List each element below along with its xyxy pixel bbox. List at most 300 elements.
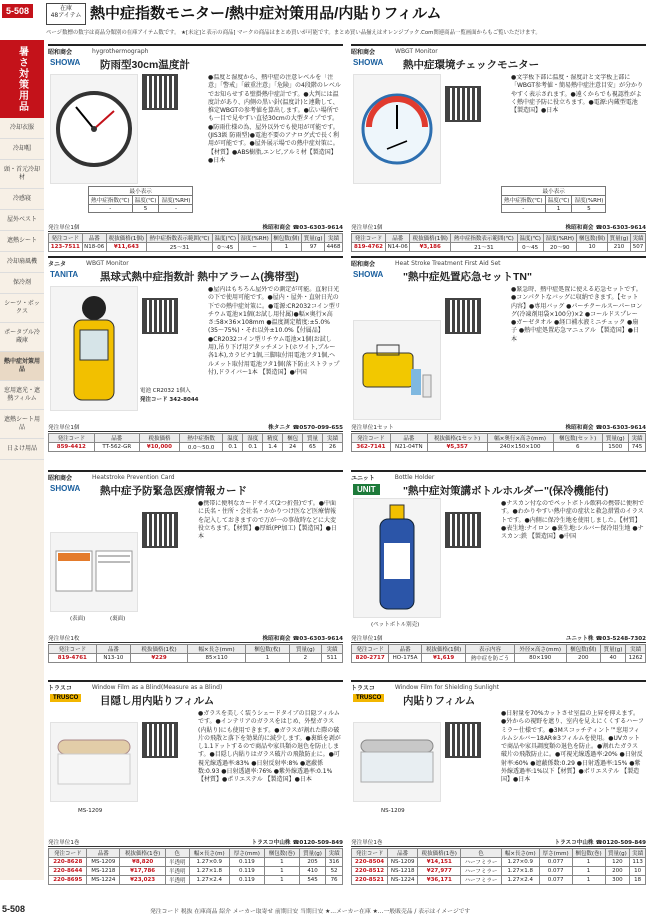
table-row[interactable]	[352, 243, 646, 252]
product-description: ●日射量を70%カットさせ室温の上昇を抑えます。●外からの視野を遮り、室内を見えにくくするハーフミラー仕様です。●3Mスコッチティント™窓用フィルムシルバー18AR※3フィルムを使用。●UVカットで商品や家具調度類の退色を防止。●割れたガラス破片の飛散防止に。●可視光線透過率:20% ●日射反射率:60% ●遮蔽係数:0.29 ●日射透過率:15% ●紫外線透過率:1%以下【材質】●ポリエステル 【製造国】●日本	[501, 710, 644, 784]
sidebar-item[interactable]: 冷却帽	[0, 139, 44, 160]
spec-header: 湿度(%RH)	[572, 196, 606, 205]
table-row[interactable]	[49, 654, 343, 663]
table-row[interactable]	[352, 867, 646, 876]
maker-phone: 株昭和商会 ☎03-6303-9614	[565, 425, 646, 431]
product-en-name: WBGT Monitor	[86, 259, 129, 267]
info-card-icon	[54, 547, 134, 597]
price: ¥14,151	[418, 858, 461, 867]
film-roll-icon	[54, 732, 134, 792]
product-en-name: Window Film for Shielding Sunlight	[394, 683, 499, 691]
sidebar-item[interactable]: 日よけ用品	[0, 439, 44, 460]
page-header	[0, 0, 650, 36]
cell: 97	[302, 243, 325, 252]
qr-code-icon[interactable]	[142, 298, 178, 334]
spec-table	[351, 233, 646, 252]
col-header: 税抜価格(1巻)	[418, 849, 461, 858]
cell: 745	[628, 443, 645, 452]
round-thermometer-icon	[54, 89, 134, 169]
price: ¥3,186	[410, 243, 451, 252]
product-image-wbgt	[353, 74, 441, 184]
price: ¥1,619	[421, 654, 466, 663]
order-unit: 発注単位1巻	[48, 840, 80, 846]
col-header: 温度(℃)	[212, 234, 238, 243]
col-header: 税抜価格(1枚)	[131, 645, 188, 654]
maker-phone: トラスコ中山株 ☎0120-509-849	[251, 840, 343, 846]
order-bar	[351, 423, 646, 432]
col-header: 質量	[303, 434, 323, 443]
order-bar	[351, 223, 646, 232]
order-unit: 発注単位1個	[48, 425, 80, 431]
col-header: 質量(g)	[600, 645, 625, 654]
qr-code-icon[interactable]	[142, 722, 178, 758]
col-header: 品番	[94, 434, 139, 443]
product-image-mirror-film	[353, 722, 441, 802]
order-code[interactable]: 220-8521	[352, 876, 388, 885]
cell: 0〜45	[212, 243, 238, 252]
col-header: 税抜価格(1個)	[421, 645, 466, 654]
brand-logo: UNIT	[353, 484, 380, 495]
col-header: 質量(g)	[299, 849, 325, 858]
brand-logo: SHOWA	[353, 270, 384, 279]
col-header: 梱包数(巻)	[264, 849, 299, 858]
cell: 0.0〜50.0	[179, 443, 222, 452]
col-header: 温度	[223, 434, 243, 443]
col-header: 発注コード	[352, 849, 388, 858]
col-header: 質量(g)	[602, 434, 628, 443]
table-row[interactable]	[352, 858, 646, 867]
cell: 熱中症を防ごう	[466, 654, 514, 663]
sidebar	[0, 40, 44, 880]
col-header: 実績	[323, 434, 343, 443]
cell: 0〜45	[517, 243, 543, 252]
spec-header: 湿度(%RH)	[159, 196, 193, 205]
cell: 0.119	[230, 858, 265, 867]
cell: 545	[299, 876, 325, 885]
spec-header: 熱中症指数(℃)	[89, 196, 133, 205]
product-en-name: Heatstroke Prevention Card	[92, 473, 175, 481]
col-header: 発注コード	[49, 234, 83, 243]
cell: 507	[631, 243, 646, 252]
order-unit: 発注単位1個	[48, 225, 80, 231]
product-description: ●屋内はもちろん屋外での測定が可能。直射日光の下で使用可能です。●屋内・屋外・直射日光の下での熱中症対策に。●電源:CR2032コイン型リチウム電池×1個(お試し用付属)●幅×奥行×高さ:58×36×108mm ●温度測定精度:±5.0%(35〜75%)・それ以外±10.0%【付属品】●CR2032コイン型リチウム電池×1個(お試し用),吊り下げ用アタッチメント(ホワイト,ブルー各1本),カラビナ1個,三脚取付用電池フタ1個,ヘルメット取付用電池フタ1個(落下防止ストラップ付),ドライバー1本 【製造国】●中国	[208, 286, 341, 376]
first-aid-bag-icon	[357, 335, 437, 405]
table-row[interactable]	[49, 876, 343, 885]
order-bar	[48, 223, 343, 232]
col-header: 熱中症指数表示範囲(℃)	[451, 234, 518, 243]
col-header: 幅×長さ(mm)	[187, 645, 245, 654]
product-image-bottle	[353, 498, 441, 618]
product-description: ●文字板下部に温度・湿度計と文字板上部に「WBGT参考値・簡易熱中症注意目安」が分かりやすく表示されます。●遠くからでも視認性がよく熱中症予防に役立ちます。●電源:内蔵型電池 【製造国】●日本	[511, 74, 644, 115]
order-unit: 発注単位1個	[351, 225, 383, 231]
sidebar-item[interactable]: ポータブル冷蔵庫	[0, 323, 44, 352]
cell: 200	[566, 654, 600, 663]
cell: 52	[326, 867, 343, 876]
wbgt-dial-icon	[357, 89, 437, 169]
col-header: 熱中症指数	[179, 434, 222, 443]
price: ¥23,023	[120, 876, 166, 885]
cell: 80×190	[514, 654, 566, 663]
cell: 316	[326, 858, 343, 867]
cell: NS-1209	[388, 858, 418, 867]
col-header: 質量(g)	[289, 645, 321, 654]
cell: 1	[264, 867, 299, 876]
spec-table	[48, 433, 343, 452]
brand-name: トラスコ	[48, 684, 72, 692]
brand-name: ユニット	[351, 474, 375, 482]
product-image-thermometer	[50, 74, 138, 184]
product-card-info-card	[48, 470, 343, 632]
price: ¥229	[131, 654, 188, 663]
spec-value: -	[159, 205, 193, 213]
order-code[interactable]: 859-4412	[49, 443, 95, 452]
cell: 85×110	[187, 654, 245, 663]
col-header: 発注コード	[49, 434, 95, 443]
order-code[interactable]: 123-7511	[49, 243, 83, 252]
brand-logo: TANITA	[50, 270, 79, 279]
sidebar-category: 暑さ対策用品	[0, 40, 44, 118]
col-header: 品番	[389, 645, 421, 654]
qr-code-icon[interactable]	[445, 298, 481, 334]
cell: TT-562-GR	[94, 443, 139, 452]
spec-table	[48, 233, 343, 252]
cell: 21〜31	[451, 243, 518, 252]
image-caption-front: (表面)	[70, 616, 86, 622]
spec-table	[351, 848, 646, 885]
maker-phone: 株昭和商会 ☎03-6303-9614	[262, 636, 343, 642]
col-header: 税抜価格	[139, 434, 179, 443]
cell: 1.27×1.8	[501, 867, 539, 876]
spec-header: 温度(℃)	[132, 196, 159, 205]
battery-order-code[interactable]: 発注コード 342-8044	[140, 397, 199, 403]
qr-code-icon[interactable]	[142, 512, 178, 548]
page-title: 熱中症指数モニター/熱中症対策用品/内貼りフィルム	[90, 5, 442, 22]
product-en-name: Heat Stroke Treatment First Aid Set	[395, 259, 501, 267]
col-header: 色	[166, 849, 189, 858]
cell: 18	[630, 876, 646, 885]
product-image-film-roll	[50, 722, 138, 802]
maker-phone: トラスコ中山株 ☎0120-509-849	[554, 840, 646, 846]
page-number-badge: 5-508	[2, 4, 33, 18]
product-card-thermometer	[48, 44, 343, 222]
product-description: ●温度と湿度から、熱中症の注意レベルを「注意」「警戒」「厳重注意」「危険」の4段階のレベルでお知らせする壁掛熱中症計です。●大判には温度計があり、内側の黒い針(温度計)と連動して、推定WBGTの参考値を算出します。●広い場所でも一目で見やすい直径30cmの大型タイプです。●防雨仕様の為、屋外以外でも使用が可能です。(JIS3級 防雨型)●電池不要のアナログ式で長く利用が可能です。●屋外展示場での熱中症対策に。【材質】●ABS樹脂,エンビ,アルミ材【製造国】●日本	[208, 74, 341, 164]
qr-code-icon[interactable]	[445, 722, 481, 758]
spec-value: -	[89, 205, 133, 213]
cell: 0.1	[223, 443, 243, 452]
brand-logo: TRUSCO	[353, 694, 384, 702]
product-description: ●緊急時、熱中症処置に使える応急セットです。●コンパクトなバッグに収納できます。【セット内容】●専用バッグ ●パーチクールスーパーロング(冷凍剤用袋×100分)×2 ●コールドスプレー ●ガーゼタオル ●経口補水液ミニチェック ●扇子 ●熱中症処置応急マニュアル 【製造国】●日本	[511, 286, 643, 343]
col-header: 梱包数(巻)	[572, 849, 605, 858]
table-row[interactable]	[352, 654, 646, 663]
sidebar-item[interactable]: シーツ・ボックス	[0, 294, 44, 323]
cell: 0.077	[539, 858, 572, 867]
col-header: 実績	[326, 849, 343, 858]
col-header: 梱包数(枚)	[246, 645, 290, 654]
cell: 半透明	[166, 867, 189, 876]
battery-note: 電池 CR2032 1個入	[140, 388, 191, 394]
product-description: ●ガラスを美しく装うシェードタイプの目隠フィルムです。●インテリアのガラスをはじめ、外壁ガラス(内貼り)にも使用できます。●ガラスが割れた際の破片の飛散と落下を効果的に減少します。●裏紙を剥がし1.1ドットするので商品や家具類の退色を防止します。●目隠し内貼りはガラス破片の飛散防止に。●可視光線透過率:83% ●日射反射率:8% ●遮蔽係数:0.93 ●日射透過率:76% ●紫外線透過率:0.1%【材質】●ポリエステル 【製造国】●日本	[198, 710, 341, 784]
image-caption: NS-1209	[381, 808, 405, 814]
cell: 1.4	[263, 443, 283, 452]
col-header: 発注コード	[49, 849, 87, 858]
price: ¥11,643	[106, 243, 146, 252]
product-title: 黒球式熱中症指数計 熱中アラーム(携帯型)	[100, 271, 299, 283]
table-row[interactable]	[49, 243, 343, 252]
order-code[interactable]: 220-8628	[49, 858, 87, 867]
product-title: 防雨型30cm温度計	[100, 59, 190, 71]
cell: N13-10	[96, 654, 130, 663]
col-header: 精度	[263, 434, 283, 443]
spec-value: -	[502, 205, 546, 213]
col-header: 実績	[628, 434, 645, 443]
cell: 25〜31	[146, 243, 212, 252]
cell: MS-1224	[87, 876, 120, 885]
cell: 1262	[626, 654, 646, 663]
sidebar-item[interactable]: 冷却衣服	[0, 118, 44, 139]
price: ¥36,171	[418, 876, 461, 885]
cell: 1	[572, 876, 605, 885]
header-note: ページ数標の数字は商品分類別の在庫アイテム数です。 ★[未定]と表示の商品] マークの商品はまとめ買いが可能です。まとめ買い品揃えはオレンジブック.Com関連商品一覧画面からもご覧いただけます。	[46, 30, 541, 36]
cell: 26	[323, 443, 343, 452]
cell: 6	[553, 443, 602, 452]
col-header: 実績	[631, 234, 646, 243]
maker-phone: 株昭和商会 ☎03-6303-9614	[565, 225, 646, 231]
order-code[interactable]: 220-8695	[49, 876, 87, 885]
sidebar-item[interactable]: 頭・首元冷却材	[0, 160, 44, 189]
order-code[interactable]: 362-7141	[352, 443, 391, 452]
col-header: 外径×高さ(mm)	[514, 645, 566, 654]
col-header: 発注コード	[49, 645, 97, 654]
col-header: 熱中症指数表示範囲(℃)	[146, 234, 212, 243]
table-row[interactable]	[352, 876, 646, 885]
order-bar	[48, 423, 343, 432]
order-unit: 発注単位1セット	[351, 425, 394, 431]
product-card-wbgt-monitor	[351, 44, 646, 222]
cell: 1.27×0.9	[189, 858, 230, 867]
table-row[interactable]	[49, 867, 343, 876]
spec-table	[351, 433, 646, 452]
cell: 300	[605, 876, 630, 885]
cell: 20〜90	[543, 243, 576, 252]
cell: MS-1209	[87, 858, 120, 867]
image-caption: MS-1209	[78, 808, 103, 814]
brand-name: 昭和商会	[351, 260, 376, 268]
cell: ハーフミラー	[461, 876, 501, 885]
order-unit: 発注単位1枚	[48, 636, 80, 642]
cell: 1.27×0.9	[501, 858, 539, 867]
sidebar-item-active[interactable]: 熱中症対策用品	[0, 352, 44, 381]
cell: 410	[299, 867, 325, 876]
table-row[interactable]	[49, 858, 343, 867]
order-unit: 発注単位1巻	[351, 840, 383, 846]
sidebar-item[interactable]: 遮熱シート用品	[0, 410, 44, 439]
col-header: 品番	[390, 434, 427, 443]
col-header: 実績	[630, 849, 646, 858]
cell: 1500	[602, 443, 628, 452]
sidebar-item[interactable]: 保冷剤	[0, 273, 44, 294]
cell: 1.27×1.8	[189, 867, 230, 876]
order-code[interactable]: 819-4762	[352, 243, 386, 252]
spec-caption: 最小表示	[502, 187, 606, 196]
cell: 2	[289, 654, 321, 663]
footer-page-number: 5-508	[2, 904, 26, 914]
table-row[interactable]	[49, 443, 343, 452]
bottle-holder-icon	[372, 503, 422, 613]
sidebar-item[interactable]: 屋外ベスト	[0, 210, 44, 231]
cell: 240×150×100	[487, 443, 553, 452]
col-header: 梱包数(個)	[566, 645, 600, 654]
cell: NS-1224	[388, 876, 418, 885]
cell: 200	[605, 867, 630, 876]
col-header: 表示内容	[466, 645, 514, 654]
image-caption-back: (裏面)	[110, 616, 126, 622]
product-title: 内貼りフィルム	[403, 695, 476, 707]
spec-value: 5	[132, 205, 159, 213]
qr-code-icon[interactable]	[445, 86, 481, 122]
stock-badge: 在庫 48アイテム	[46, 3, 86, 25]
cell: N14-06	[385, 243, 409, 252]
col-header: 幅×奥行×高さ(mm)	[487, 434, 553, 443]
col-header: 品番	[96, 645, 130, 654]
price: ¥27,977	[418, 867, 461, 876]
col-header: 発注コード	[352, 234, 386, 243]
maker-phone: 株昭和商会 ☎03-6303-9614	[262, 225, 343, 231]
cell: 1	[572, 858, 605, 867]
min-display-table	[88, 186, 193, 213]
product-card-first-aid-set	[351, 256, 646, 422]
cell: 0.1	[243, 443, 263, 452]
cell: 1	[572, 867, 605, 876]
cell: 10	[576, 243, 607, 252]
order-bar	[48, 634, 343, 643]
cell: 1.27×2.4	[501, 876, 539, 885]
cell: 0.119	[230, 876, 265, 885]
cell: 511	[322, 654, 343, 663]
order-bar	[351, 838, 646, 847]
cell: 76	[326, 876, 343, 885]
cell: 0.119	[230, 867, 265, 876]
col-header: 湿度(%RH)	[543, 234, 576, 243]
price: ¥8,820	[120, 858, 166, 867]
cell: 1	[264, 876, 299, 885]
sidebar-item[interactable]: 遮熱シート	[0, 231, 44, 252]
spec-table	[351, 644, 646, 663]
product-en-name: Bottle Holder	[394, 473, 435, 481]
spec-caption: 最小表示	[89, 187, 193, 196]
brand-name: 昭和商会	[48, 48, 73, 56]
product-description: ●携帯に便利なカードサイズ(2つ折畳)です。●中面に氏名・住所・会社名・かかりつけ医など医療情報を記入しておきますので万が一の事故時などに大変役立ちます。【材質】●厚紙(PP加工)【製造国】●日本	[198, 500, 337, 541]
col-header: 税抜価格(1個)	[106, 234, 146, 243]
product-title: "熱中症処置応急セットTN"	[403, 271, 532, 283]
col-header: 湿度(%RH)	[238, 234, 271, 243]
order-code[interactable]: 220-8504	[352, 858, 388, 867]
brand-logo: TRUSCO	[50, 694, 81, 702]
col-header: 実績	[322, 645, 343, 654]
product-title: 目隠し用内貼りフィルム	[100, 695, 215, 707]
brand-name: タニタ	[48, 260, 67, 268]
cell: 10	[630, 867, 646, 876]
cell: HO-175A	[389, 654, 421, 663]
cell: 120	[605, 858, 630, 867]
product-title: 熱中症環境チェックモニター	[403, 59, 540, 71]
cell: 0.077	[539, 876, 572, 885]
cell: 40	[600, 654, 625, 663]
sidebar-item[interactable]: 冷感寝	[0, 189, 44, 210]
price: ¥5,357	[427, 443, 487, 452]
brand-logo: SHOWA	[50, 58, 81, 67]
price: ¥17,786	[120, 867, 166, 876]
brand-logo: SHOWA	[353, 58, 384, 67]
cell: 1	[246, 654, 290, 663]
product-en-name: WBGT Monitor	[395, 47, 438, 55]
cell: 24	[283, 443, 303, 452]
product-en-name: hygrothermograph	[92, 47, 149, 55]
order-code[interactable]: 220-8644	[49, 867, 87, 876]
sidebar-item[interactable]: 窓用遮光・遮熱フィルム	[0, 381, 44, 410]
cell: 210	[608, 243, 631, 252]
brand-name: 昭和商会	[351, 48, 376, 56]
product-card-sunlight-film	[351, 680, 646, 838]
cell: 113	[630, 858, 646, 867]
min-display-table	[501, 186, 606, 213]
col-header: 質量(g)	[302, 234, 325, 243]
cell: 0.077	[539, 867, 572, 876]
col-header: 品番	[388, 849, 418, 858]
spec-header: 温度(℃)	[545, 196, 572, 205]
order-unit: 発注単位1個	[351, 636, 383, 642]
col-header: 梱包数(セット)	[553, 434, 602, 443]
col-header: 梱包数(個)	[576, 234, 607, 243]
order-code[interactable]: 220-8512	[352, 867, 388, 876]
product-description: ●ナスカン付なのでペットボトル飲料の携帯に便利です。●わかりやすい熱中症の症状と救急措置のイラストです。●内側に保冷生地を使用しました。【材質】●表生地:ナイロン ●裏生地:シルバー保冷用生地 ●ナスカン:鉄 【製造国】●中国	[501, 500, 644, 541]
spec-header: 熱中症指数(℃)	[502, 196, 546, 205]
col-header: 税抜価格(1セット)	[427, 434, 487, 443]
col-header: 実績	[325, 234, 343, 243]
cell: 1	[271, 243, 302, 252]
product-card-bottle-holder	[351, 470, 646, 632]
sidebar-item[interactable]: 冷却扇風機	[0, 252, 44, 273]
brand-name: 昭和商会	[48, 474, 73, 482]
cell: −	[238, 243, 271, 252]
qr-code-icon[interactable]	[142, 74, 178, 110]
product-image-card	[50, 532, 138, 612]
cell: NS-1218	[388, 867, 418, 876]
order-code[interactable]: 819-4761	[49, 654, 97, 663]
maker-phone: ユニット株 ☎03-5248-7302	[565, 636, 646, 642]
col-header: 品番	[87, 849, 120, 858]
qr-code-icon[interactable]	[445, 512, 481, 548]
order-code[interactable]: 820-2717	[352, 654, 389, 663]
col-header: 幅×長さ(m)	[189, 849, 230, 858]
col-header: 税抜価格(1個)	[410, 234, 451, 243]
col-header: 発注コード	[352, 434, 391, 443]
col-header: 幅×長さ(m)	[501, 849, 539, 858]
col-header: 税抜価格(1巻)	[120, 849, 166, 858]
cell: 半透明	[166, 876, 189, 885]
spec-value: 5	[572, 205, 606, 213]
product-title: "熱中症対策講ボトルホルダー"(保冷機能付)	[403, 485, 609, 497]
spec-table	[48, 848, 343, 885]
col-header: 温度(℃)	[517, 234, 543, 243]
col-header: 実績	[626, 645, 646, 654]
product-image-alarm	[50, 286, 138, 411]
col-header: 品番	[385, 234, 409, 243]
mirror-film-icon	[357, 732, 437, 792]
cell: ハーフミラー	[461, 858, 501, 867]
brand-logo: SHOWA	[50, 484, 81, 493]
table-row[interactable]	[352, 443, 646, 452]
product-title: 熱中症予防緊急医療情報カード	[100, 485, 247, 497]
